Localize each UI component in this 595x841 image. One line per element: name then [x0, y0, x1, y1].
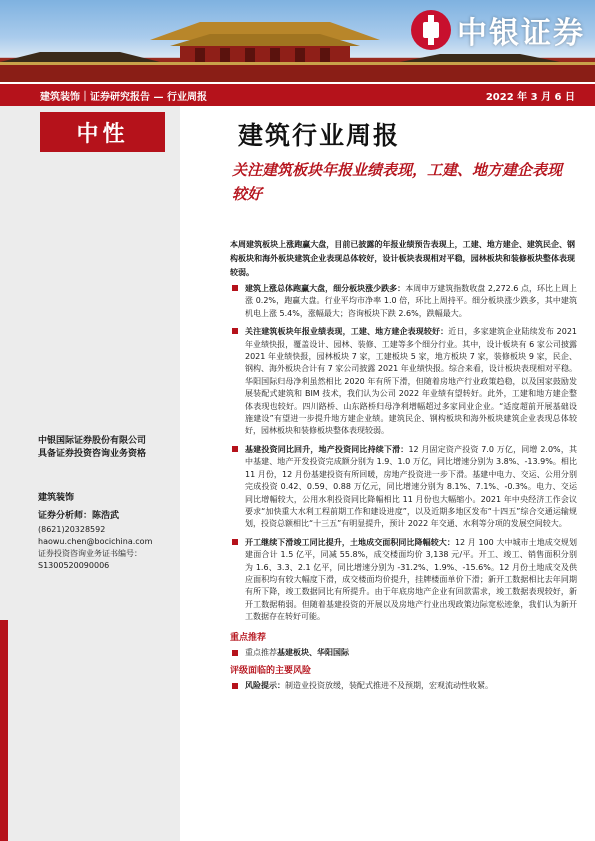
analyst-cert: 证券投资咨询业务证书编号：S1300520090006 — [38, 549, 142, 570]
risks-label: 风险提示： — [245, 680, 285, 690]
bullet-square-icon — [232, 446, 238, 452]
key-point — [232, 326, 577, 438]
risks-heading: 评级面临的主要风险 — [230, 665, 312, 676]
risks-text: 制造业投资放缓，装配式推进不及预期，宏观流动性收紧。 — [285, 680, 493, 690]
brand-name: 中银证券 — [457, 16, 585, 51]
key-picks-names: 基建板块、华阳国际 — [277, 647, 349, 657]
company-name: 中银国际证券股份有限公司 — [38, 436, 147, 446]
key-point-text: 本周申万建筑指数收盘 2,272.6 点，环比上周上涨 0.2%，跑赢大盘。行业平均市净率 1.0 倍，环比上周持平。细分板块涨少跌多，其中建筑机电上涨 5.4%，涨幅最大；咨询板块下跌 2.6%，跌幅最大。 — [245, 284, 578, 318]
bullet-square-icon — [232, 285, 238, 291]
report-title: 建筑行业周报 — [238, 121, 401, 150]
key-point-lead: 开工继续下滑竣工同比提升，土地成交面积同比降幅较大： — [245, 537, 455, 547]
bullet-square-icon — [232, 539, 238, 545]
key-point — [232, 283, 577, 320]
key-point-text: 12 月固定资产投资 7.0 万亿，同增 2.0%，其中基建、地产开发投资完成额分别为 1.9、1.0 万亿，同比增速分别为 3.8%、-13.9%。相比 11 月份，12 月份基建投资有所回暖，房地产投资进一步下滑。基建中电力、交运、公用分别完成投资 0.42、0.59、0.88 万亿元，同比增速分别为 8.1%、7.1%、-0.3%。电力、交运同比增幅较大，公用水利投资同比降幅相比 11 月份也大幅缩小。2021 年中央经济工作会议要求“加快重大水利工程前期工作和建设进度”，以及近期多地区发布“十四五”综合交通运输规划，投资总额相比“十三五”有明显提升，预计 2022 年交通、水利等分项的发展空间较大。 — [245, 444, 577, 529]
sector-label: 建筑装饰 — [38, 493, 75, 503]
key-point — [232, 444, 577, 531]
key-picks-item — [232, 647, 577, 659]
brand-logo — [411, 8, 585, 52]
report-category: 建筑装饰｜证券研究报告 — 行业周报 — [40, 91, 207, 103]
bullet-square-icon — [232, 683, 238, 689]
key-point-text: 12 月 100 大中城市土地成交规划建面合计 1.5 亿平，同减 55.8%，成交楼面均价 3,138 元/平。开工、竣工、销售面积分别为 1.6、3.3、2.1 亿平，同比增速分别为 -31.2%、1.9%、-15.6%。12 月份土地成交及供应面积均有较大幅度下滑，成交楼面均价提升，挂牌楼面单价下滑；新开工数据相比去年同期有所下降，竣工数据同比有所提升。由于年底房地产企业有回款需求，竣工数据表现较好，新开工数据稍弱。但随着基建投资的开展以及房地产行业出现政策边际宽松迹象，我们认为新开工数据存在转好可能。 — [245, 537, 578, 622]
key-picks-heading: 重点推荐 — [230, 632, 267, 643]
report-date: 2022 年 3 月 6 日 — [485, 91, 575, 103]
key-point-lead: 基建投资同比回升，地产投资同比持续下滑： — [245, 444, 409, 454]
analyst-phone: (8621)20328592 — [38, 525, 106, 534]
company-info — [38, 435, 178, 461]
key-point-lead: 关注建筑板块年报业绩表现，工建、地方建企表现较好： — [245, 327, 449, 337]
side-accent-bar — [0, 620, 8, 841]
key-point-text: 近日，多家建筑企业陆续发布 2021 年业绩快报，覆盖设计、园林、装修、工建等多个细分行业。其中，设计板块有 6 家公司披露 2021 年业绩快报，园林板块 7 家，工建板块 5 家，地方板块 7 家，装修板块 9 家，民企、钢构、海外板块合计有 7 家公司披露 2021 年业绩快报。综合来看，设计板块表现相对平稳。华阳国际归母净利虽然相比 2020 年有所下滑，但随着房地产行业政策趋稳，以及国家鼓励发展装配式建筑和 BIM 技术，我们认为公司 2022 年业绩有望转好。此外，工建和地方建企整体表现也较好。四川路桥、山东路桥归母净利增幅超过多家同业企业。“适度超前开展基础设施建设”有望进一步提升地方建企业绩。建筑民企、钢构板块和海外板块建筑企业表现总体较好，园林板块和装修板块整体表现较弱。 — [245, 327, 577, 436]
header-banner — [0, 0, 595, 82]
report-abstract: 本周建筑板块上涨跑赢大盘，目前已披露的年报业绩预告表现上，工建、地方建企、建筑民企、钢构板块和海外板块建筑企业表现总体较好，设计板块表现相对平稳，园林板块和装修板块整体表现较弱。 — [230, 240, 575, 277]
report-category-bar — [0, 84, 595, 106]
key-point — [232, 537, 577, 624]
analyst-email[interactable]: haowu.chen@bocichina.com — [38, 537, 153, 546]
key-picks-prefix: 重点推荐 — [245, 647, 277, 657]
analyst-name: 证券分析师：陈浩武 — [38, 511, 120, 521]
bullet-square-icon — [232, 650, 238, 656]
analyst-info — [38, 492, 188, 572]
boc-logo-icon — [411, 10, 451, 50]
bullet-square-icon — [232, 328, 238, 334]
left-sidebar — [0, 106, 180, 841]
risks-item — [232, 680, 577, 692]
company-qualification: 具备证券投资咨询业务资格 — [38, 449, 147, 459]
key-points — [232, 283, 577, 696]
rating-badge: 中性 — [40, 112, 165, 152]
key-point-lead: 建筑上涨总体跑赢大盘，细分板块涨少跌多： — [245, 284, 406, 293]
report-subtitle: 关注建筑板块年报业绩表现，工建、地方建企表现较好 — [232, 161, 563, 203]
